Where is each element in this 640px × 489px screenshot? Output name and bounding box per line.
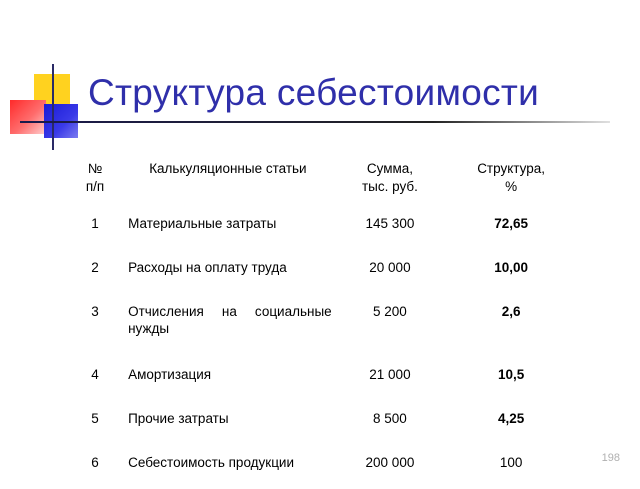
table-row: [72, 250, 580, 294]
row-structure: 2,6: [501, 304, 521, 319]
row-name: Себестоимость продукции: [128, 455, 295, 470]
row-structure: 100: [499, 455, 523, 470]
row-sum: 145 300: [365, 216, 415, 231]
table-row: [72, 401, 580, 445]
slide-title: Структура себестоимости: [88, 72, 540, 113]
table-row: [72, 294, 580, 357]
header-sum-line1: Сумма,: [366, 161, 414, 176]
header-sum-line2: тыс. руб.: [361, 179, 418, 194]
row-number: 5: [91, 411, 99, 426]
row-name: Амортизация: [128, 367, 212, 382]
table-row: [72, 357, 580, 401]
row-name: Расходы на оплату труда: [128, 260, 287, 275]
header-num-line2: п/п: [85, 179, 105, 194]
row-structure: 10,5: [497, 367, 525, 382]
header-structure-line2: %: [505, 179, 518, 194]
header-num: [72, 150, 118, 206]
red-square-decoration: [10, 100, 46, 134]
row-structure: 4,25: [497, 411, 525, 426]
header-sum: [338, 150, 443, 206]
row-number: 4: [91, 367, 99, 382]
row-structure: 72,65: [494, 216, 528, 231]
row-sum: 21 000: [369, 367, 411, 382]
decorative-squares: [0, 0, 100, 160]
row-sum: 200 000: [365, 455, 415, 470]
table-row: [72, 206, 580, 250]
row-number: 3: [91, 304, 99, 319]
row-sum: 8 500: [373, 411, 407, 426]
vertical-rule: [52, 64, 54, 150]
row-sum: 5 200: [373, 304, 407, 319]
row-sum: 20 000: [369, 260, 411, 275]
header-num-line1: №: [87, 161, 103, 176]
header-name: Калькуляционные статьи: [149, 161, 307, 176]
page-number: 198: [601, 452, 620, 464]
row-name: Отчисления на социальные нужды: [128, 304, 332, 336]
header-structure-line1: Структура,: [477, 161, 545, 176]
row-number: 2: [91, 260, 99, 275]
row-structure: 10,00: [494, 260, 528, 275]
header-structure: [442, 150, 580, 206]
table-body: [72, 206, 580, 489]
row-name: Материальные затраты: [128, 216, 277, 231]
table-row: [72, 445, 580, 489]
row-number: 6: [91, 455, 99, 470]
table-header-row: [72, 150, 580, 206]
title-underline: [20, 121, 610, 123]
cost-structure-table: [72, 150, 580, 489]
row-number: 1: [91, 216, 99, 231]
row-name: Прочие затраты: [128, 411, 229, 426]
